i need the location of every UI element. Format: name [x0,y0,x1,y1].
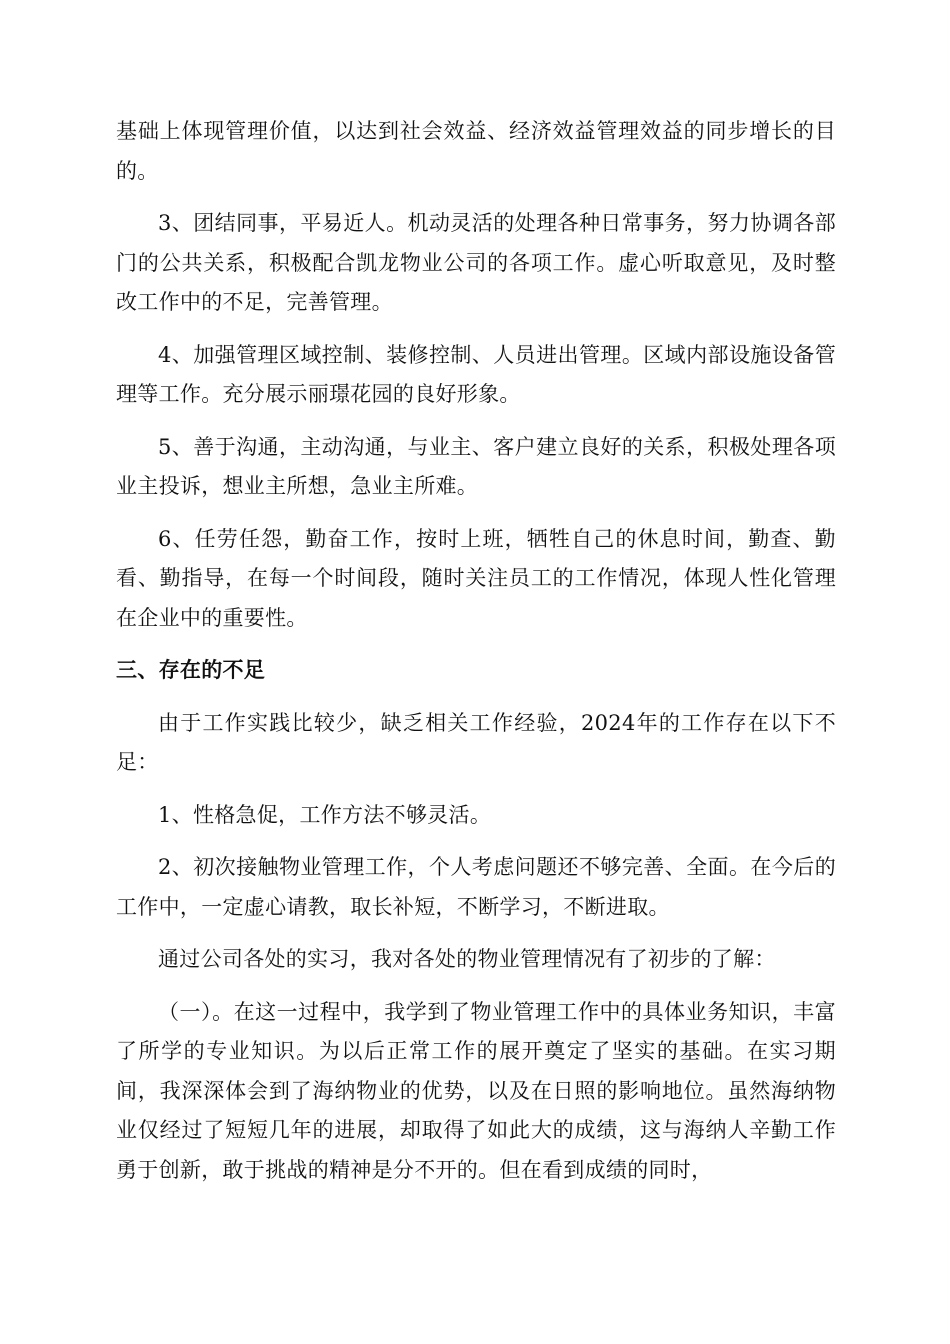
paragraph-item-6: 6、任劳任怨，勤奋工作，按时上班，牺牲自己的休息时间，勤查、勤看、勤指导，在每一个时间段，随时关注员工的工作情况，体现人性化管理在企业中的重要性。 [116,526,836,630]
paragraph-item-4: 4、加强管理区域控制、装修控制、人员进出管理。区域内部设施设备管理等工作。充分展示丽璟花园的良好形象。 [116,342,836,406]
paragraph-shortcoming-2: 2、初次接触物业管理工作，个人考虑问题还不够完善、全面。在今后的工作中，一定虚心请教，取长补短，不断学习，不断进取。 [116,855,836,919]
paragraph-shortcoming-1: 1、性格急促，工作方法不够灵活。 [158,802,492,827]
document-body [116,112,836,1203]
paragraph-internship-intro: 通过公司各处的实习，我对各处的物业管理情况有了初步的了解： [158,947,776,971]
paragraph-item-5: 5、善于沟通，主动沟通，与业主、客户建立良好的关系，积极处理各项业主投诉，想业主所想，急业主所难。 [116,434,836,498]
paragraph-internship-part-1: （一）。在这一过程中，我学到了物业管理工作中的具体业务知识，丰富了所学的专业知识。为以后正常工作的展开奠定了坚实的基础。在实习期间，我深深体会到了海纳物业的优势，以及在日照的影响地位。虽然海纳物业仅经过了短短几年的进展，却取得了如此大的成绩，这与海纳人辛勤工作勇于创新，敢于挑战的精神是分不开的。但在看到成绩的同时， [116,999,836,1182]
paragraph-item-3: 3、团结同事，平易近人。机动灵活的处理各种日常事务，努力协调各部门的公共关系，积极配合凯龙物业公司的各项工作。虚心听取意见，及时整改工作中的不足，完善管理。 [116,211,836,314]
paragraph-continuation: 基础上体现管理价值，以达到社会效益、经济效益管理效益的同步增长的目的。 [116,119,836,183]
section-heading-shortcomings: 三、存在的不足 [116,658,266,682]
paragraph-shortcomings-intro: 由于工作实践比较少，缺乏相关工作经验，2024年的工作存在以下不足： [116,710,836,774]
